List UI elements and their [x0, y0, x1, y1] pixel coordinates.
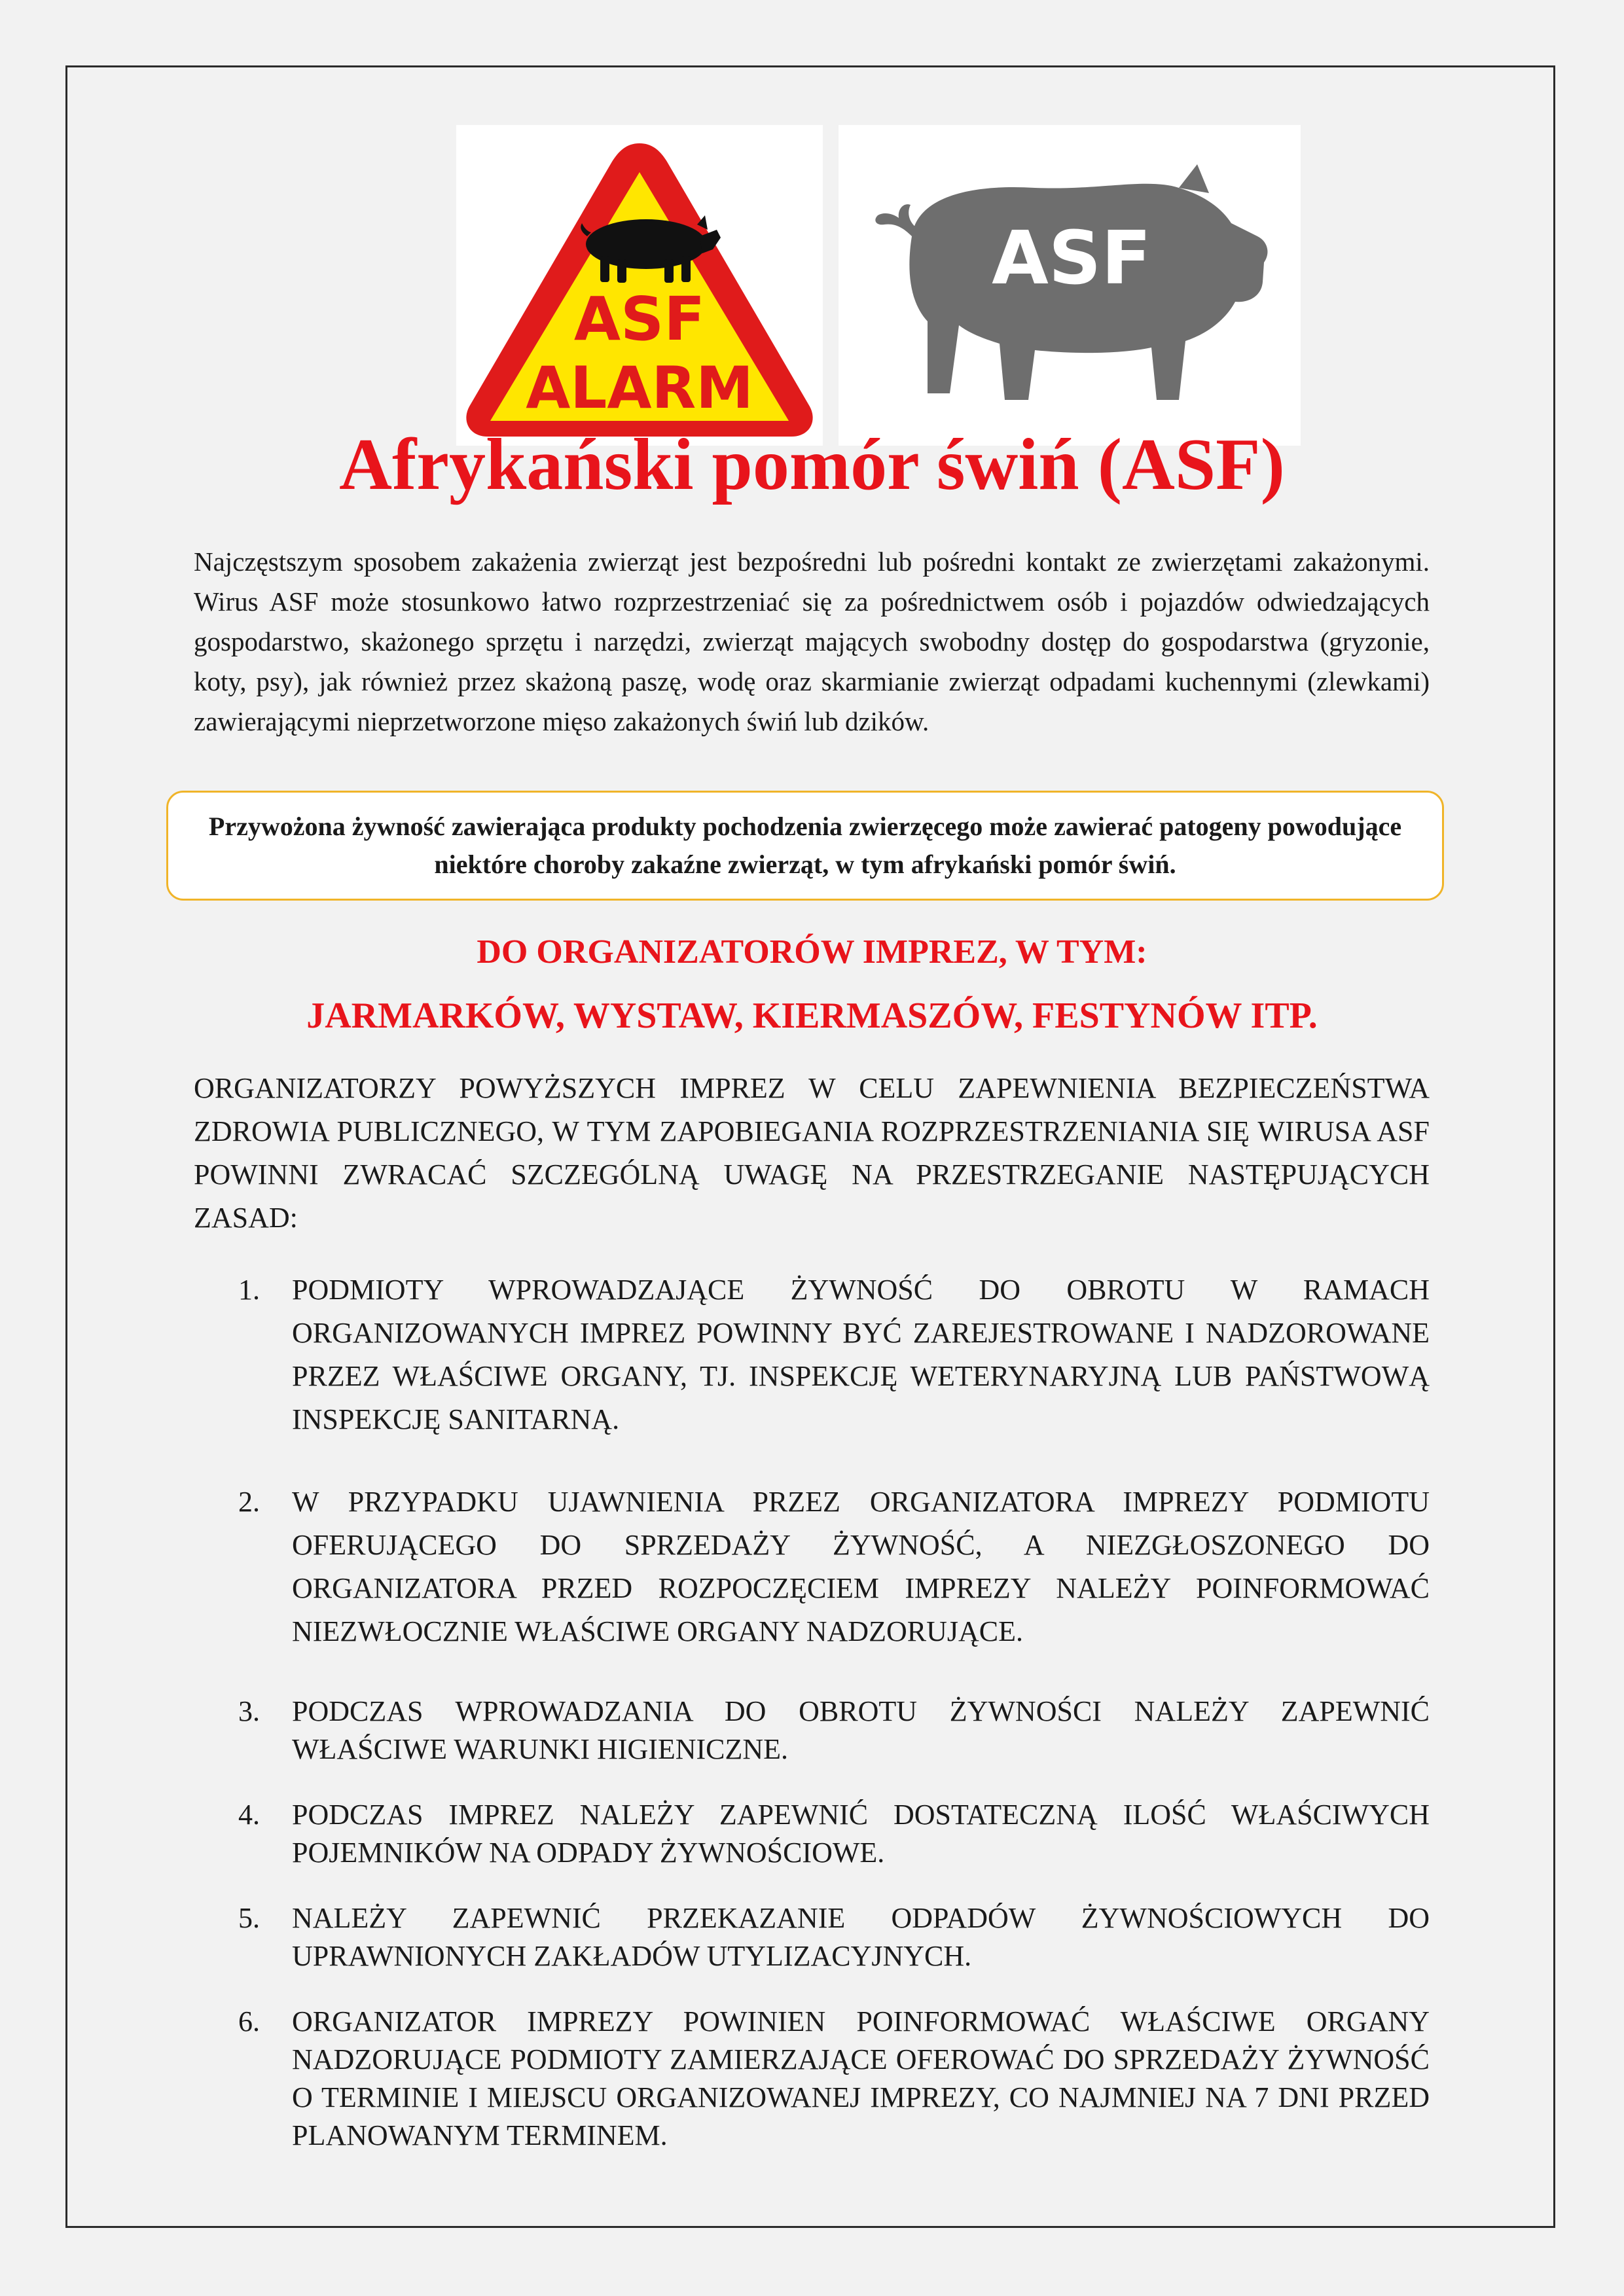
rules-list [194, 1268, 1430, 2155]
rule-item [194, 1693, 1430, 1768]
warning-triangle-icon [456, 125, 823, 446]
asf-pig-badge [839, 125, 1301, 446]
alarm-sign-line1: ASF [573, 284, 706, 354]
note-text: Przywożona żywność zawierająca produkty pochodzenia zwierzęcego może zawierać patogeny powodujące niektóre choroby zakaźne zwierząt, w tym afrykański pomór świń. [208, 812, 1402, 879]
rule-text: PODMIOTY WPROWADZAJĄCE ŻYWNOŚĆ DO OBROTU W RAMACH ORGANIZOWANYCH IMPREZ POWINNY BYĆ ZAREJESTROWANE I NADZOROWANE PRZEZ WŁAŚCIWE ORGANY, TJ. INSPEKCJĘ WETERYNARYJNĄ LUB PAŃSTWOWĄ INSPEKCJĘ SANITARNĄ. [292, 1274, 1430, 1435]
rule-text: NALEŻY ZAPEWNIĆ PRZEKAZANIE ODPADÓW ŻYWNOŚCIOWYCH DO UPRAWNIONYCH ZAKŁADÓW UTYLIZACYJNYCH. [292, 1902, 1430, 1972]
rule-text: ORGANIZATOR IMPREZY POWINIEN POINFORMOWAĆ WŁAŚCIWE ORGANY NADZORUJĄCE PODMIOTY ZAMIERZAJĄCE OFEROWAĆ DO SPRZEDAŻY ŻYWNOŚĆ O TERMINIE I MIEJSCU ORGANIZOWANEJ IMPREZY, CO NAJMNIEJ NA 7 DNI PRZED PLANOWANYM TERMINEM. [292, 2005, 1430, 2151]
alarm-sign-line2: ALARM [526, 354, 753, 422]
rule-number: 2. [238, 1486, 260, 1518]
page-title: Afrykański pomór świń (ASF) [339, 424, 1285, 505]
rule-number: 1. [238, 1274, 260, 1306]
lead-paragraph: ORGANIZATORZY POWYŻSZYCH IMPREZ W CELU ZAPEWNIENIA BEZPIECZEŃSTWA ZDROWIA PUBLICZNEGO, W TYM ZAPOBIEGANIA ROZPRZESTRZENIANIA SIĘ WIRUSA ASF POWINNI ZWRACAĆ SZCZEGÓLNĄ UWAGĘ NA PRZESTRZEGANIE NASTĘPUJĄCYCH ZASAD: [194, 1072, 1430, 1234]
rule-item [194, 2003, 1430, 2155]
pig-badge-text: ASF [992, 216, 1151, 301]
rule-number: 6. [238, 2005, 260, 2037]
rule-number: 3. [238, 1695, 260, 1727]
rule-item [194, 1268, 1430, 1441]
pig-icon [839, 125, 1301, 446]
rule-text: W PRZYPADKU UJAWNIENIA PRZEZ ORGANIZATORA IMPREZY PODMIOTU OFERUJĄCEGO DO SPRZEDAŻY ŻYWNOŚĆ, A NIEZGŁOSZONEGO DO ORGANIZATORA PRZED ROZPOCZĘCIEM IMPREZY NALEŻY POINFORMOWAĆ NIEZWŁOCZNIE WŁAŚCIWE ORGANY NADZORUJĄCE. [292, 1486, 1430, 1647]
rule-number: 4. [238, 1799, 260, 1831]
intro-paragraph: Najczęstszym sposobem zakażenia zwierząt jest bezpośredni lub pośredni kontakt ze zwierzętami zakażonymi. Wirus ASF może stosunkowo łatwo rozprzestrzeniać się za pośrednictwem osób i pojazdów odwiedzających gospodarstwo, skażonego sprzętu i narzędzi, zwierząt mających swobodny dostęp do gospodarstwa (gryzonie, koty, psy), jak również przez skażoną paszę, wodę oraz skarmianie zwierząt odpadami kuchennymi (zlewkami) zawierającymi nieprzetworzone mięso zakażonych świń lub dzików. [194, 547, 1430, 736]
rule-item [194, 1796, 1430, 1872]
rule-item [194, 1480, 1430, 1653]
asf-alarm-sign [456, 125, 823, 446]
rule-text: PODCZAS IMPREZ NALEŻY ZAPEWNIĆ DOSTATECZNĄ ILOŚĆ WŁAŚCIWYCH POJEMNIKÓW NA ODPADY ŻYWNOŚCIOWE. [292, 1799, 1430, 1869]
rule-item [194, 1899, 1430, 1975]
section-heading-line1: DO ORGANIZATORÓW IMPREZ, W TYM: [477, 933, 1147, 971]
rule-number: 5. [238, 1902, 260, 1934]
rule-text: PODCZAS WPROWADZANIA DO OBROTU ŻYWNOŚCI NALEŻY ZAPEWNIĆ WŁAŚCIWE WARUNKI HIGIENICZNE. [292, 1695, 1430, 1765]
section-heading-line2: JARMARKÓW, WYSTAW, KIERMASZÓW, FESTYNÓW ITP. [306, 996, 1318, 1036]
imported-food-note [166, 791, 1444, 901]
